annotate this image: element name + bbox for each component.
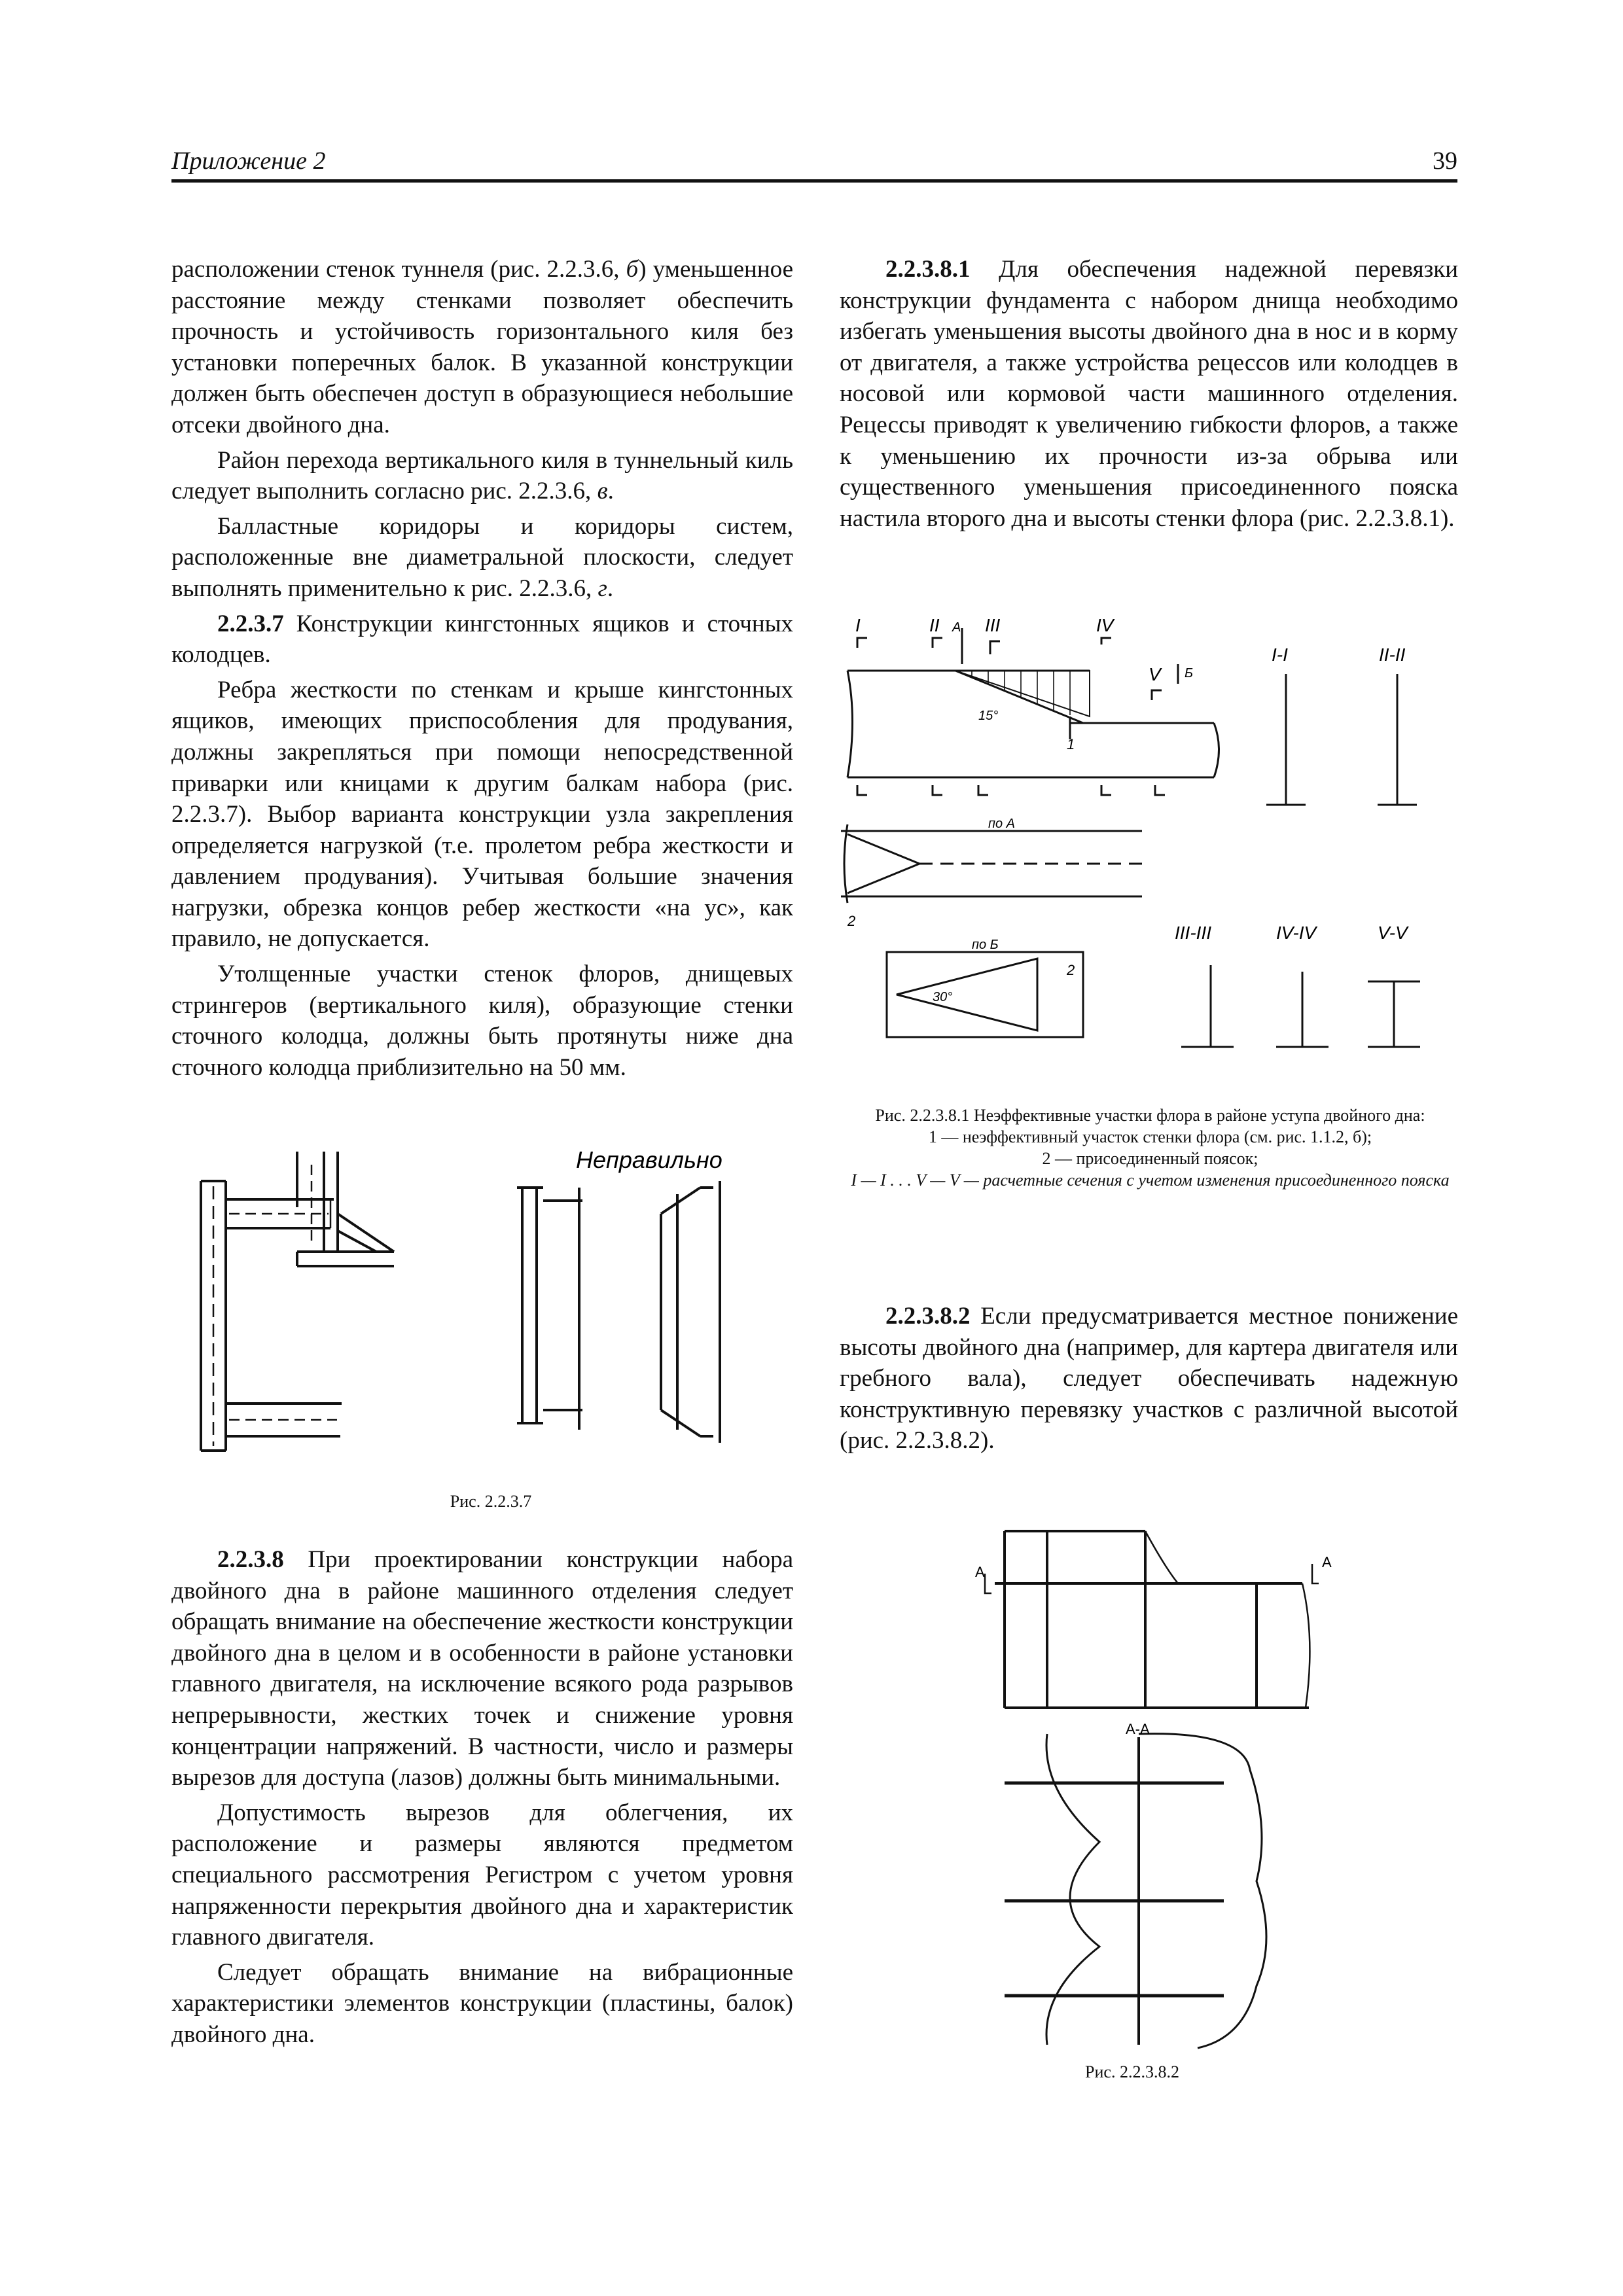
page-header bbox=[171, 145, 1457, 183]
tag-II: II bbox=[929, 615, 940, 635]
section-label-A-A: А-А bbox=[1126, 1721, 1150, 1737]
sec-II-II: II-II bbox=[1379, 645, 1406, 665]
figure-2-2-3-8-2 bbox=[969, 1515, 1335, 2058]
section-title: Приложение 2 bbox=[171, 147, 326, 175]
figure-caption-2-2-3-8-2: Рис. 2.2.3.8.2 bbox=[1085, 2062, 1179, 2081]
sec-I-I: I-I bbox=[1272, 645, 1288, 665]
view-A: по А bbox=[988, 817, 1016, 831]
figure-caption-2-2-3-8-1: Рис. 2.2.3.8.1 Неэффективные участки флора в районе уступа двойного дна: 1 — неэффективный участок стенки флора (см. рис. 1.1.2, б); 2 — присоединенный поясок; I — I . . . V — V — расчетные сечения с учетом изменения присоединенного пояска bbox=[851, 1106, 1450, 1190]
section-heading-2-2-3-8-2: 2.2.3.8.2 Если предусматривается местное понижение высоты двойного дна (например, для картера двигателя или гребного вала), следует обеспечивать надежную конструктивную перевязку участков с различной высотой (рис. 2.2.3.8.2). bbox=[840, 1303, 1458, 1455]
page-number: 39 bbox=[1433, 147, 1457, 175]
tag-I: I bbox=[855, 615, 861, 635]
right-column-lower bbox=[840, 1301, 1458, 1457]
tag-IV: IV bbox=[1096, 615, 1114, 635]
section-heading-2-2-3-8-1: 2.2.3.8.1 Для обеспечения надежной перевязки конструкции фундамента с набором днища необходимо избегать уменьшения высоты двойного дна в нос и в корму от двигателя, а также устройства рецессов или колодцев в носовой или кормовой части машинного отделения. Рецессы приводят к увеличению гибкости флоров, а также к уменьшению их прочности из-за обрыва или существенного уменьшения присоединенного пояска настила второго дна и высоты стенки флора (рис. 2.2.3.8.1). bbox=[840, 256, 1458, 532]
right-column-upper bbox=[840, 254, 1458, 534]
paragraph: расположении стенок туннеля (рис. 2.2.3.6, б) уменьшенное расстояние между стенками позволяет обеспечить прочность и устойчивость горизонтального киля без установки поперечных балок. В указанной конструкции должен быть обеспечен доступ в образующиеся небольшие отсеки двойного дна. bbox=[171, 256, 793, 438]
tag-A-left: А bbox=[975, 1564, 985, 1580]
paragraph: Допустимость вырезов для облегчения, их расположение и размеры являются предметом специального рассмотрения Регистром с учетом уровня напряженности перекрытия двойного дна и характеристик главного двигателя. bbox=[171, 1799, 793, 1951]
view-B: по Б bbox=[972, 938, 999, 952]
tag-III: III bbox=[985, 615, 1001, 635]
paragraph: Утолщенные участки стенок флоров, днищевых стрингеров (вертикального киля), образующие стенки сточного колодца, должны быть протянуты ниже дна сточного колодца приблизительно на 50 мм. bbox=[171, 961, 793, 1081]
left-column-upper bbox=[171, 254, 793, 1083]
figure-2-2-3-7 bbox=[190, 1148, 766, 1462]
num-2a: 2 bbox=[847, 913, 856, 929]
tag-A: A bbox=[952, 620, 961, 635]
sec-V-V: V-V bbox=[1378, 923, 1408, 943]
figure-caption-2-2-3-7: Рис. 2.2.3.7 bbox=[450, 1492, 532, 1511]
section-heading-2-2-3-7: 2.2.3.7 Конструкции кингстонных ящиков и сточных колодцев. bbox=[171, 610, 793, 669]
paragraph: Балластные коридоры и коридоры систем, расположенные вне диаметральной плоскости, следует выполнять применительно к рис. 2.2.3.6, г. bbox=[171, 512, 793, 602]
left-column-lower bbox=[171, 1544, 793, 2051]
sec-IV-IV: IV-IV bbox=[1276, 923, 1317, 943]
paragraph: Район перехода вертикального киля в туннельный киль следует выполнить согласно рис. 2.2.3.6, в. bbox=[171, 446, 793, 505]
sec-III-III: III-III bbox=[1175, 923, 1211, 943]
figure-2-2-3-8-1 bbox=[841, 609, 1463, 1080]
num-1: 1 bbox=[1067, 736, 1075, 752]
angle-30: 30° bbox=[933, 990, 953, 1004]
tag-A-right: А bbox=[1322, 1554, 1332, 1570]
paragraph: Следует обращать внимание на вибрационные характеристики элементов конструкции (пластины, балок) двойного дна. bbox=[171, 1958, 793, 2048]
angle-15: 15° bbox=[978, 709, 999, 723]
section-heading-2-2-3-8: 2.2.3.8 При проектировании конструкции набора двойного дна в районе машинного отделения следует обращать внимание на обеспечение жесткости конструкции двойного дна в целом и в особенности в районе установки главного двигателя, на исключение всякого рода разрывов непрерывности, жестких точек и снижение уровня концентрации напряжений. В частности, число и размеры вырезов для доступа (лазов) должны быть минимальными. bbox=[171, 1546, 793, 1792]
label-wrong: Неправильно bbox=[576, 1146, 722, 1173]
tag-V: V bbox=[1149, 664, 1161, 684]
num-2b: 2 bbox=[1067, 962, 1075, 978]
paragraph: Ребра жесткости по стенкам и крыше кингстонных ящиков, имеющих приспособления для продувания, должны закрепляться при помощи непосредственной приварки или кницами к другим балкам набора (рис. 2.2.3.7). Выбор варианта конструкции узла закрепления определяется нагрузкой (т.е. пролетом ребра жесткости и давлением продувания). Учитывая большие значения нагрузки, обрезка концов ребер жесткости «на ус», как правило, не допускается. bbox=[171, 676, 793, 953]
tag-B: Б bbox=[1185, 666, 1194, 680]
